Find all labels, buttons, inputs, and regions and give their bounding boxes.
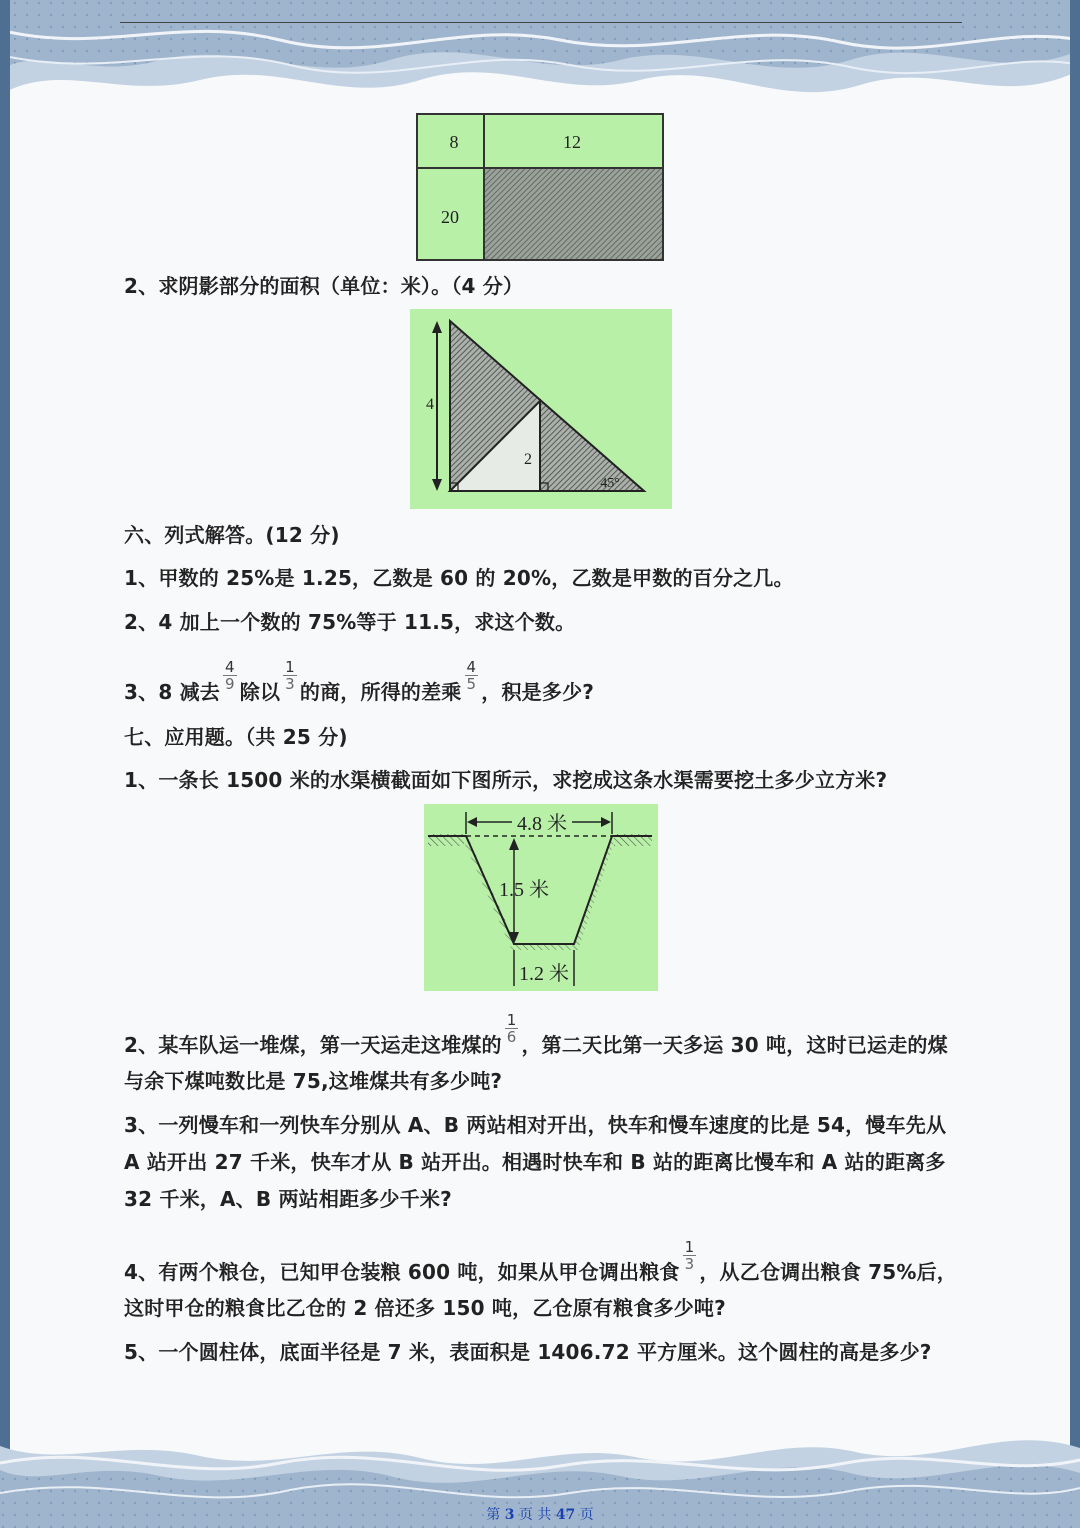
fraction-1-6 bbox=[505, 1012, 519, 1045]
section-6-title: 六、列式解答。(12 分) bbox=[124, 523, 340, 547]
fraction-den: 6 bbox=[506, 1028, 517, 1046]
fraction-4-5 bbox=[465, 659, 479, 692]
fraction-den: 3 bbox=[684, 1255, 695, 1273]
s7q2-part1: 2、某车队运一堆煤，第一天运走这堆煤的 bbox=[124, 1033, 502, 1057]
fraction-num: 1 bbox=[285, 658, 295, 676]
fraction-1-3-b bbox=[683, 1239, 697, 1272]
figure-triangle bbox=[410, 309, 672, 509]
fraction-den: 5 bbox=[466, 675, 477, 693]
s7q4-part1: 4、有两个粮仓，已知甲仓装粮 600 吨，如果从甲仓调出粮食 bbox=[124, 1260, 680, 1284]
question-prev-2: 2、求阴影部分的面积（单位：米）。（4 分） bbox=[124, 274, 524, 298]
fraction-num: 1 bbox=[684, 1238, 695, 1256]
left-border bbox=[0, 0, 10, 1528]
canal-label-top: 4.8 米 bbox=[517, 813, 567, 835]
s7q2-part2: ，第二天比第一天多运 30 吨，这时已运走的煤与余下煤吨数比是 75,这堆煤共有多少吨? bbox=[124, 1033, 948, 1093]
section-7-q3: 3、一列慢车和一列快车分别从 A、B 两站相对开出，快车和慢车速度的比是 54，慢车先从 A 站开出 27 千米，快车才从 B 站开出。相遇时快车和 B 站的距离比慢车和 A 站的距离多 32 千米，A、B 两站相距多少千米? bbox=[124, 1113, 947, 1211]
section-6-q2: 2、4 加上一个数的 75%等于 11.5，求这个数。 bbox=[124, 610, 576, 634]
figure-rectangle bbox=[416, 113, 664, 261]
header-rule bbox=[120, 22, 962, 23]
fraction-4-9 bbox=[223, 659, 237, 692]
s6q3-part1: 3、8 减去 bbox=[124, 680, 220, 704]
rect-label-left: 8 bbox=[449, 132, 459, 152]
tri-label-inner: 2 bbox=[524, 451, 532, 468]
footer-mid: 页 共 bbox=[518, 1507, 552, 1523]
section-6-q3 bbox=[124, 658, 595, 710]
canal-label-bottom: 1.2 米 bbox=[519, 963, 569, 985]
footer-pre: 第 bbox=[486, 1507, 501, 1523]
section-7-q4 bbox=[124, 1238, 964, 1326]
s7q4-part2: ，从乙仓调出粮食 75%后，这时甲仓的粮食比乙仓的 2 倍还多 150 吨，乙仓原有粮食多少吨? bbox=[124, 1260, 957, 1320]
section-7-title: 七、应用题。（共 25 分) bbox=[124, 725, 348, 749]
footer-total-pages: 47 bbox=[555, 1507, 576, 1523]
section-6-q1: 1、甲数的 25%是 1.25，乙数是 60 的 20%，乙数是甲数的百分之几。 bbox=[124, 566, 794, 590]
fraction-den: 9 bbox=[225, 675, 235, 693]
footer-post: 页 bbox=[579, 1507, 594, 1523]
fraction-den: 3 bbox=[285, 675, 295, 693]
fraction-1-3 bbox=[283, 659, 297, 692]
top-wave-border bbox=[0, 0, 1080, 110]
figure-canal bbox=[424, 804, 658, 991]
tri-label-height: 4 bbox=[426, 396, 434, 413]
s6q3-part4: ，积是多少? bbox=[481, 680, 595, 704]
tri-label-angle: 45° bbox=[600, 476, 620, 491]
footer-page-number: 3 bbox=[504, 1507, 515, 1523]
section-7-q1: 1、一条长 1500 米的水渠横截面如下图所示，求挖成这条水渠需要挖土多少立方米? bbox=[124, 768, 888, 792]
s6q3-part3: 的商，所得的差乘 bbox=[299, 680, 462, 704]
s6q3-part2: 除以 bbox=[239, 680, 281, 704]
rect-label-right: 12 bbox=[563, 132, 581, 152]
fraction-num: 1 bbox=[506, 1011, 517, 1029]
right-border bbox=[1070, 0, 1080, 1528]
fraction-num: 4 bbox=[466, 658, 477, 676]
page-footer bbox=[0, 1504, 1080, 1524]
section-7-q5: 5、一个圆柱体，底面半径是 7 米，表面积是 1406.72 平方厘米。这个圆柱的高是多少? bbox=[124, 1340, 932, 1364]
fraction-num: 4 bbox=[225, 658, 235, 676]
rect-label-bottom: 20 bbox=[441, 207, 459, 227]
section-7-q2 bbox=[124, 1011, 964, 1099]
canal-label-depth: 1.5 米 bbox=[499, 879, 549, 901]
